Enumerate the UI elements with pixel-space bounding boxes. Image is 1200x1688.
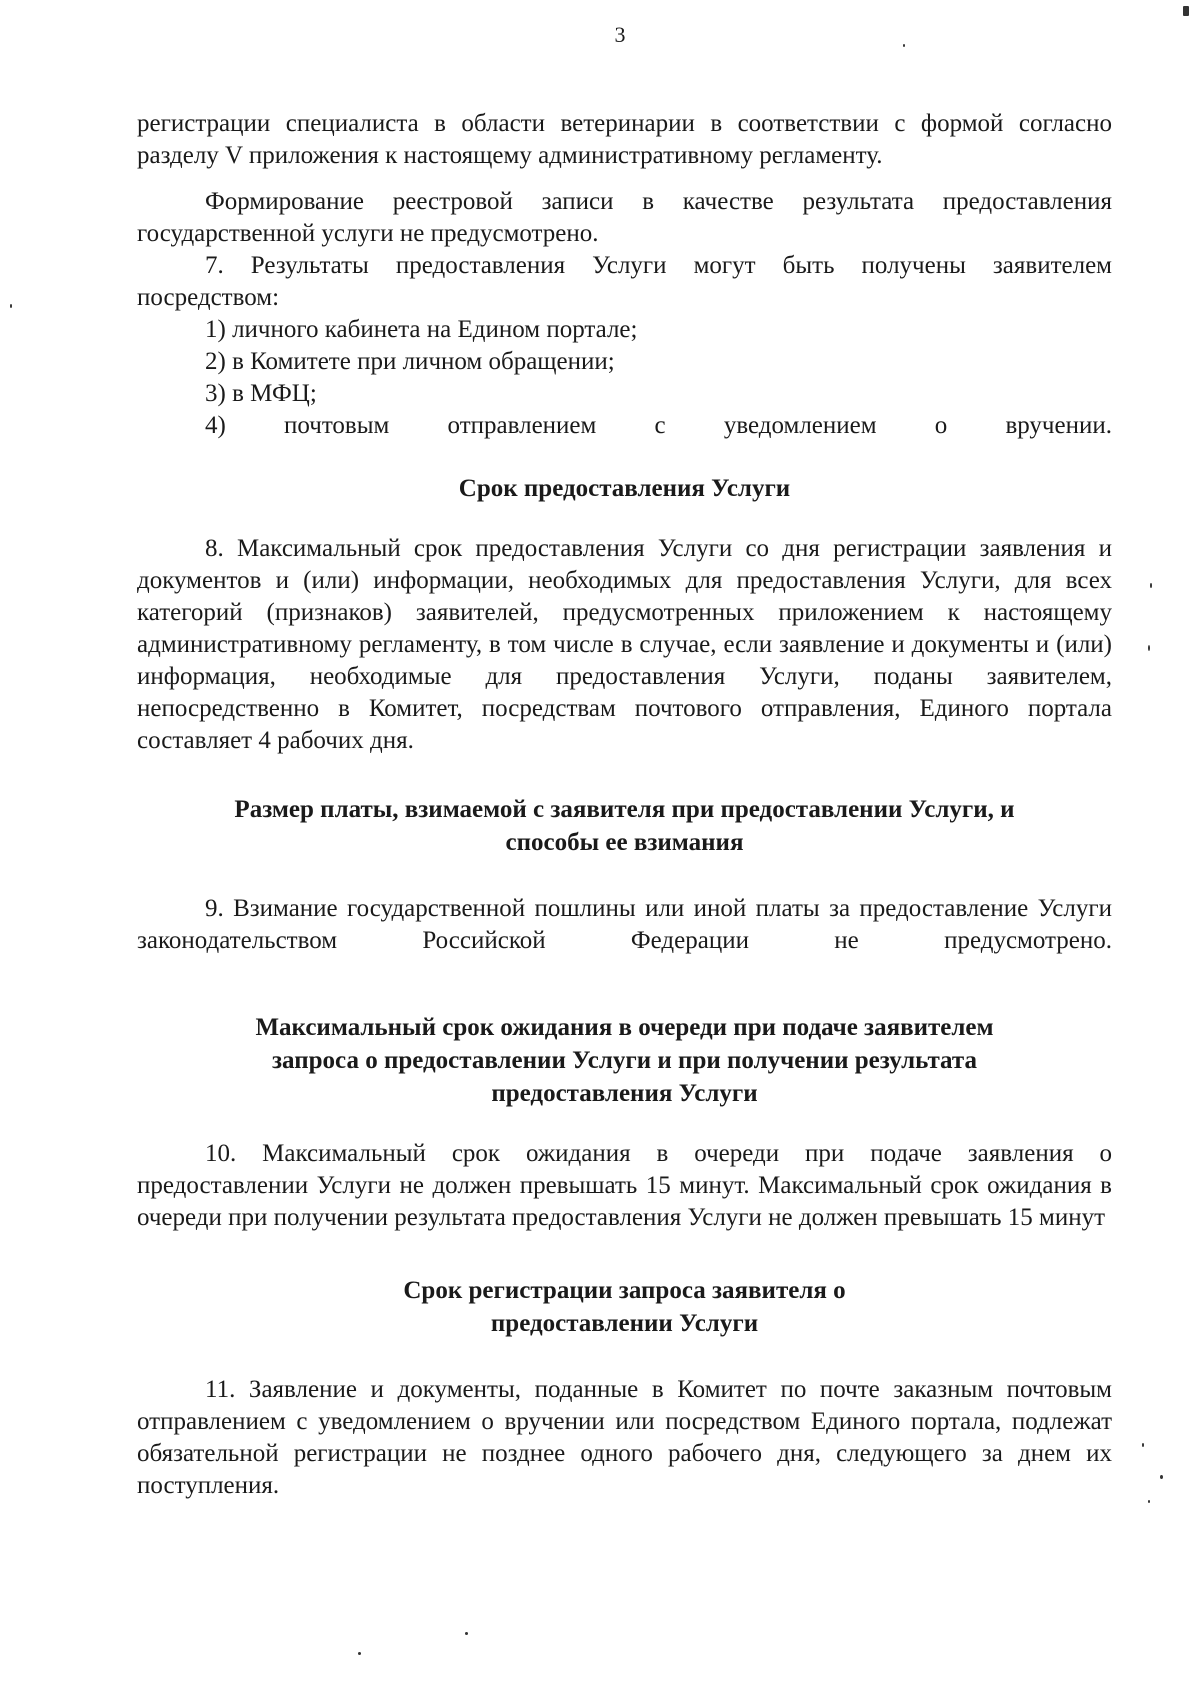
- paragraph-10: 10. Максимальный срок ожидания в очереди при подаче заявления о предоставлении Услуги не должен превышать 15 минут. Максимальный срок ожидания в очереди при получении результата предоставления Услуги не должен превышать 15 минут: [137, 1140, 1112, 1231]
- heading-fee-line-1: Размер платы, взимаемой с заявителя при предоставлении Услуги, и: [234, 796, 1015, 823]
- scan-speck: [1148, 645, 1150, 651]
- paragraph-intro: регистрации специалиста в области ветеринарии в соответствии с формой согласно разделу V приложения к настоящему административному регламенту.: [137, 110, 1112, 169]
- scan-speck: [1150, 583, 1152, 588]
- scan-speck: [465, 1632, 468, 1635]
- scan-speck: [1148, 1500, 1150, 1503]
- heading-term: Срок предоставления Услуги: [458, 475, 791, 502]
- list-item: 2) в Комитете при личном обращении;: [205, 348, 615, 375]
- scan-speck: [903, 44, 905, 47]
- paragraph-8: 8. Максимальный срок предоставления Услуги со дня регистрации заявления и документов и (или) информации, необходимых для предоставления Услуги, для всех категорий (признаков) заявителей, предусмотренных приложением к настоящему административному регламенту, в том числе в случае, если заявление и документы и (или) информация, необходимые для предоставления Услуги, поданы заявителем, непосредственно в Комитет, посредствам почтового отправления, Единого портала составляет 4 рабочих дня.: [137, 535, 1112, 754]
- heading-registration: [137, 1274, 1112, 1340]
- heading-fee: [137, 793, 1112, 859]
- paragraph-9: 9. Взимание государственной пошлины или иной платы за предоставление Услуги законодательством Российской Федерации не предусмотрено.: [137, 895, 1112, 954]
- paragraph-registry: Формирование реестровой записи в качестве результата предоставления государственной услуги не предусмотрено.: [137, 188, 1112, 247]
- document-body: [137, 108, 1112, 1502]
- heading-registration-line-1: Срок регистрации запроса заявителя о: [403, 1277, 846, 1304]
- scan-speck: [10, 304, 12, 308]
- scan-speck: [358, 1652, 361, 1655]
- heading-queue-line-1: Максимальный срок ожидания в очереди при подаче заявителем: [255, 1014, 994, 1041]
- heading-queue: [137, 1011, 1112, 1110]
- heading-fee-line-2: способы ее взимания: [505, 829, 744, 856]
- paragraph-11: 11. Заявление и документы, поданные в Комитет по почте заказным почтовым отправлением с уведомлением о вручении или посредством Единого портала, подлежат обязательной регистрации не позднее одного рабочего дня, следующего за днем их поступления.: [137, 1376, 1112, 1499]
- paragraph-7: 7. Результаты предоставления Услуги могут быть получены заявителем посредством:: [137, 252, 1112, 311]
- heading-queue-line-2: запроса о предоставлении Услуги и при получении результата: [272, 1047, 977, 1074]
- scan-speck: [1160, 1475, 1163, 1479]
- list-item: 1) личного кабинета на Едином портале;: [205, 316, 638, 343]
- page-number: 3: [614, 22, 626, 47]
- scan-speck: [1183, 6, 1189, 16]
- list-item: 3) в МФЦ;: [205, 380, 317, 407]
- list-item: 4) почтовым отправлением с уведомлением о вручении.: [205, 412, 1112, 439]
- heading-queue-line-3: предоставления Услуги: [491, 1080, 758, 1107]
- scan-speck: [1142, 1443, 1144, 1447]
- heading-registration-line-2: предоставлении Услуги: [490, 1310, 759, 1337]
